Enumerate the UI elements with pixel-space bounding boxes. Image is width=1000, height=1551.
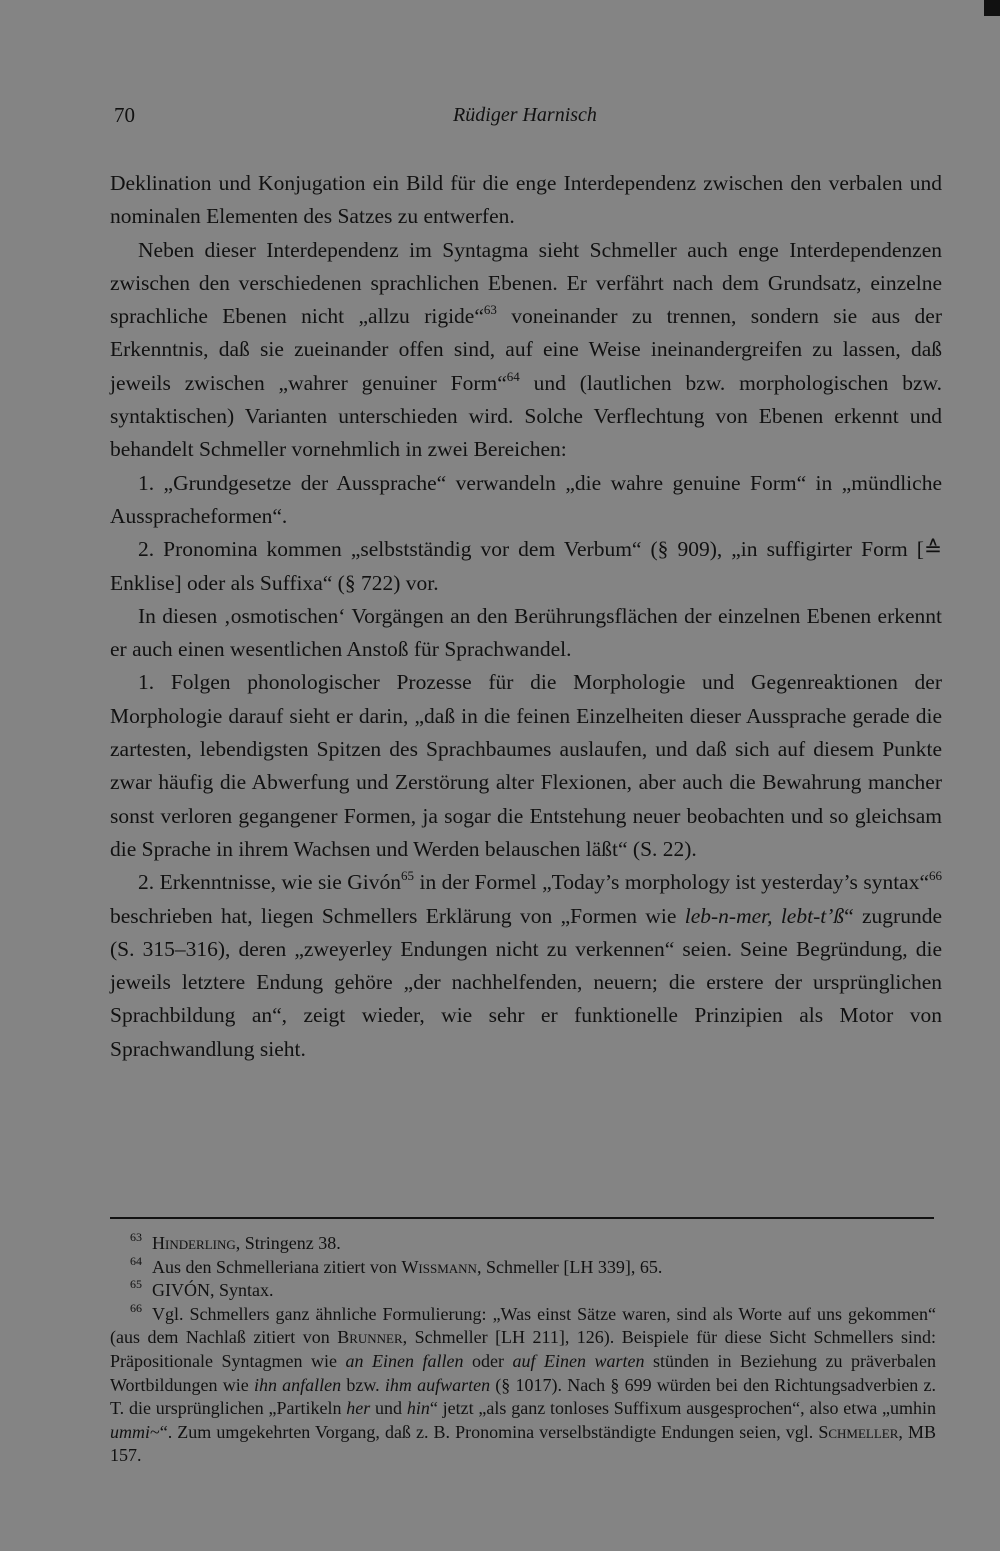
paragraph-5: In diesen ‚osmotischen‘ Vorgängen an den Berührungsflächen der einzelnen Ebenen erkennt er auch einen wesentlichen Anstoß für Sprachwandel. bbox=[110, 603, 942, 662]
footnote-65 bbox=[110, 1279, 936, 1303]
footnote-separator bbox=[110, 1217, 934, 1219]
footnote-text: ~“. Zum umgekehrten Vorgang, daß z. B. Pronomina verselbständigte Endungen seien, vgl. bbox=[150, 1421, 819, 1442]
list-item-2b-part-c: beschrieben hat, liegen Schmellers Erklärung von „Formen wie bbox=[110, 903, 685, 928]
paragraph-1: Deklination und Konjugation ein Bild für die enge Interdependenz zwischen den verbalen und nominalen Elementen des Satzes zu entwerfen. bbox=[110, 171, 942, 229]
paragraph-2 bbox=[110, 234, 942, 467]
footnote-text: “ jetzt „als ganz tonloses Suffixum ausgesprochen“, also etwa „umhin bbox=[429, 1398, 937, 1419]
footnote-ref-64: 64 bbox=[506, 368, 520, 384]
footnote-text: oder bbox=[463, 1350, 513, 1371]
running-head: Rüdiger Harnisch bbox=[453, 104, 597, 126]
example-phrase: ummi bbox=[110, 1421, 150, 1442]
footnote-text: Vgl. Schmellers ganz ähnliche Formulierung: „Was einst Sätze waren, sind als Worte auf uns gekommen“ (aus dem Nachlaß zitiert von bbox=[110, 1303, 936, 1348]
example-phrase: her bbox=[346, 1398, 371, 1419]
footnote-text: (§ 1017). Nach § 699 würden bei den Richtungsadverbien z. T. die ursprünglichen „Partikeln bbox=[110, 1374, 936, 1419]
footnote-text: , Schmeller [LH 339], 65. bbox=[476, 1256, 663, 1277]
footnote-66 bbox=[110, 1300, 937, 1468]
list-item-2b-part-d: “ zugrunde (S. 315–316), deren „zweyerley Endungen nicht zu verkennen“ seien. Seine Begründung, die jeweils letztere Endung gehöre „der nachhelfenden, neuern; die erstere der ursprünglichen Sprachbildung an“, zeigt wieder, wie sehr er funktionelle Prinzipien als Motor von Sprachwandlung sieht. bbox=[110, 903, 942, 1061]
example-phrase: ihn anfallen bbox=[253, 1374, 342, 1395]
footnote-text: , MB 157. bbox=[110, 1421, 936, 1466]
footnotes bbox=[110, 1232, 936, 1468]
footnote-text: , Schmeller [LH 211], 126). Beispiele für diese Sicht Schmellers sind: Präpositionale Syntagmen wie bbox=[110, 1327, 936, 1371]
author-name: Wissmann bbox=[401, 1256, 477, 1277]
page-number: 70 bbox=[114, 103, 135, 127]
footnote-64 bbox=[110, 1253, 936, 1280]
list-item-2a: 2. Pronomina kommen „selbstständig vor dem Verbum“ (§ 909), „in suffigirter Form [≙ Enklise] oder als Suffixa“ (§ 722) vor. bbox=[110, 537, 942, 595]
footnote-ref-63: 63 bbox=[483, 302, 497, 318]
example-phrase: hin bbox=[406, 1398, 430, 1419]
footnote-text: , Stringenz 38. bbox=[235, 1233, 341, 1253]
main-text bbox=[110, 167, 942, 1066]
footnote-63 bbox=[110, 1232, 936, 1256]
footnote-number: 65 bbox=[130, 1277, 142, 1292]
list-item-2b bbox=[110, 866, 942, 1066]
footnote-number: 64 bbox=[130, 1253, 142, 1268]
list-item-1b: 1. Folgen phonologischer Prozesse für die Morphologie und Gegenreaktionen der Morphologie darauf sieht er darin, „daß in die feinen Einzelheiten dieser Aussprache gerade die zartesten, lebendigsten Spitzen des Sprachbaumes auslaufen, und daß sich auf diesem Punkte zwar häufig die Abwerfung und Zerstörung alter Flexionen, aber auch die Bewahrung mancher sonst verloren gegangener Formen, ja sogar die Entstehung neuer beobachten und so gleichsam die Sprache in ihrem Wachsen und Werden belauschen läßt“ (S. 22). bbox=[110, 670, 942, 861]
author-name: Brunner bbox=[337, 1327, 403, 1348]
author-name: Hinderling bbox=[152, 1233, 236, 1253]
footnote-text: stünden in Beziehung zu präverbalen Wortbildungen wie bbox=[110, 1350, 936, 1395]
footnote-number: 63 bbox=[130, 1230, 142, 1244]
footnote-text: GIVÓN, Syntax. bbox=[152, 1280, 274, 1301]
example-phrase: auf Einen warten bbox=[512, 1350, 645, 1371]
example-forms: leb-n-mer, lebt-t’ß bbox=[684, 903, 845, 928]
paragraph-2-part-a: Neben dieser Interdependenz im Syntagma sieht Schmeller auch enge Interdependenzen zwischen den verschiedenen sprachlichen Ebenen. Er verfährt nach dem Grundsatz, einzelne sprachliche Ebenen nicht „allzu rigide“ bbox=[110, 237, 942, 329]
author-name: Schmeller bbox=[818, 1421, 899, 1442]
footnote-text: Aus den Schmelleriana zitiert von bbox=[152, 1256, 402, 1277]
footnote-text: und bbox=[370, 1398, 407, 1419]
footnote-number: 66 bbox=[130, 1300, 142, 1315]
example-phrase: an Einen fallen bbox=[345, 1350, 464, 1371]
list-item-2b-part-a: 2. Erkenntnisse, wie sie Givón bbox=[138, 870, 402, 895]
footnote-ref-65: 65 bbox=[401, 868, 415, 884]
example-phrase: ihm aufwarten bbox=[384, 1374, 491, 1395]
paragraph-2-part-b: voneinander zu trennen, sondern sie aus der Erkenntnis, daß sie zueinander offen sind, auf eine Weise ineinandergreifen zu lassen, daß jeweils zwischen „wahrer genuiner Form“ bbox=[110, 304, 942, 395]
scan-corner-mark bbox=[984, 0, 1000, 16]
list-item-1a: 1. „Grundgesetze der Aussprache“ verwandeln „die wahre genuine Form“ in „mündliche Ausspracheformen“. bbox=[110, 470, 942, 528]
page-header bbox=[110, 100, 940, 140]
paragraph-2-part-c: und (lautlichen bzw. morphologischen bzw. syntaktischen) Varianten unterschieden wird. Solche Verflechtung von Ebenen erkennt und behandelt Schmeller vornehmlich in zwei Bereichen: bbox=[110, 370, 942, 462]
list-item-2b-part-b: in der Formel „Today’s morphology ist yesterday’s syntax“ bbox=[414, 870, 929, 895]
footnote-text: bzw. bbox=[341, 1374, 385, 1395]
footnote-ref-66: 66 bbox=[929, 868, 942, 884]
